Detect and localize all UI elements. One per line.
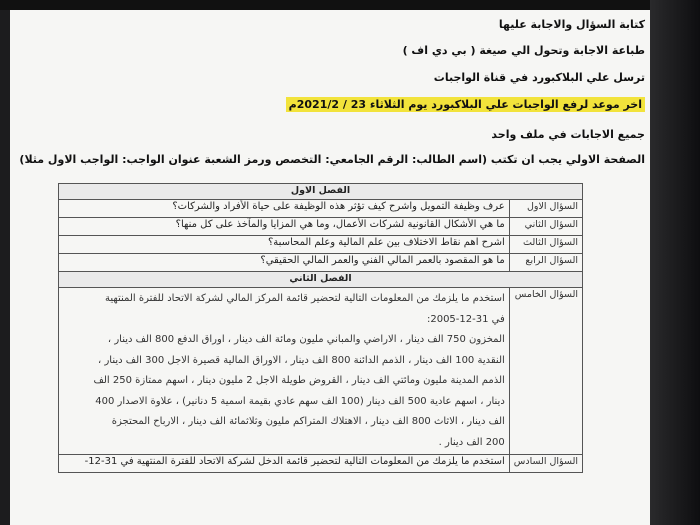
- right-shadow: [650, 0, 700, 525]
- table-row: [59, 254, 583, 272]
- question-1-text: عرف وظيفة التمويل واشرح كيف تؤثر هذه الوظيفة على حياة الأفراد والشركات؟: [59, 200, 510, 218]
- top-bezel: [0, 0, 700, 10]
- instruction-5: جميع الاجابات في ملف واحد: [491, 128, 645, 141]
- deadline-highlight: اخر موعد لرفع الواجبات علي البلاكبورد يوم الثلاثاء 23 / 2021/2م: [286, 97, 645, 112]
- table-row: [59, 288, 583, 455]
- question-5-line: استخدم ما يلزمك من المعلومات التالية لتحضير قائمة المركز المالي لشركة الاتحاد للفترة المنتهية: [105, 293, 505, 304]
- question-1-label: السؤال الاول: [509, 200, 582, 218]
- question-3-label: السؤال الثالث: [509, 236, 582, 254]
- section-2-heading: الفصل الثاني: [59, 272, 583, 288]
- question-2-label: السؤال الثاني: [509, 218, 582, 236]
- table-row: [59, 218, 583, 236]
- instruction-3: ترسل علي البلاكبورد في قناة الواجبات: [433, 71, 645, 84]
- instruction-6: الصفحة الاولي يجب ان تكتب (اسم الطالب: الرقم الجامعي: التخصص ورمز الشعبة عنوان الواجب: الواجب الاول مثلا): [19, 153, 645, 166]
- question-5-line: دينار ، اسهم عادية 500 الف دينار (100 الف سهم عادي بقيمة اسمية 5 دنانير) ، علاوة الاصدار 400: [95, 395, 505, 407]
- question-5-line: 200 الف دينار .: [438, 436, 505, 448]
- questions-table: [58, 183, 583, 473]
- question-5-line: الف دينار ، الاثاث 800 الف دينار ، الاهتلاك المتراكم مليون وثلاثمائة الف دينار ، الارباح المحتجزة: [111, 416, 505, 427]
- section-1-heading: الفصل الاول: [59, 184, 583, 200]
- question-5-line: في 31-12-2005:: [426, 313, 505, 325]
- table-row: [59, 455, 583, 473]
- instruction-2: طباعة الاجابة وتحول الي صيغة ( بي دي اف ): [402, 44, 645, 57]
- question-5-line: النقدية 100 الف دينار ، الذمم الدائنة 800 الف دينار ، الاوراق المالية قصيرة الاجل 300 الف دينار ،: [98, 354, 505, 366]
- question-4-text: ما هو المقصود بالعمر المالي الفني والعمر المالي الحقيقي؟: [59, 254, 510, 272]
- question-5-text: [59, 288, 510, 455]
- question-5-line: المخزون 750 الف دينار ، الاراضي والمباني مليون ومائة الف دينار ، اوراق الدفع 800 الف دينار ،: [107, 334, 505, 345]
- instruction-1: كتابة السؤال والاجابة عليها: [498, 18, 645, 31]
- question-6-text: استخدم ما يلزمك من المعلومات التالية لتحضير قائمة الدخل لشركة الاتحاد للفترة المنتهية في 31-12-: [59, 455, 510, 473]
- question-6-label: السؤال السادس: [509, 455, 582, 473]
- question-5-line: الذمم المدينة مليون ومائتي الف دينار ، القروض طويلة الاجل 2 مليون دينار ، اسهم ممتازة 250 الف: [93, 375, 505, 386]
- question-2-text: ما هي الأشكال القانونية لشركات الأعمال، وما هي المزايا والمآخذ على كل منها؟: [59, 218, 510, 236]
- question-5-label: السؤال الخامس: [509, 288, 582, 455]
- deadline-line: [286, 98, 645, 111]
- table-row: [59, 236, 583, 254]
- question-4-label: السؤال الرابع: [509, 254, 582, 272]
- section-row-1: [59, 184, 583, 200]
- question-3-text: اشرح اهم نقاط الاختلاف بين علم المالية وعلم المحاسبة؟: [59, 236, 510, 254]
- table-row: [59, 200, 583, 218]
- section-row-2: [59, 272, 583, 288]
